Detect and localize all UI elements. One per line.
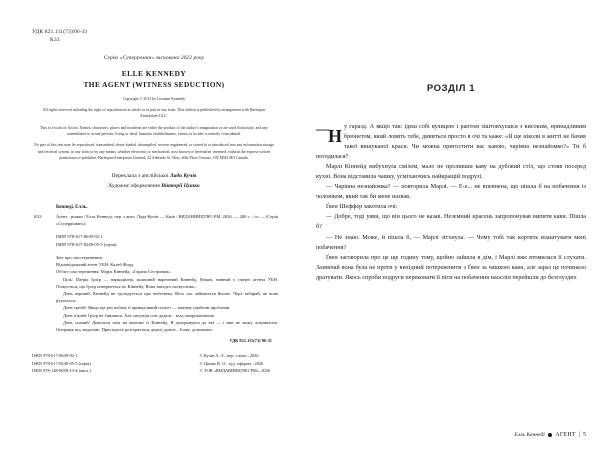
legal-paragraph-reproduction: No part of this text may be reproduced, transmitted, down-loaded, decompiled, reverse engineered, or stored in or introduced into any information storage and retrieval system, in any form or by any means, whether electronic or mechanical, now known or hereinafter invented, without the express written permission of publisher, Harlequin Enterprises Limited, 22 Adelaide St. West, 40th Floor Toronto, ON M5H 4E3 Canada.	[34, 143, 274, 161]
translator-credit	[30, 172, 278, 182]
original-book-title: THE AGENT (WITNESS SEDUCTION)	[83, 79, 225, 89]
footer-isbn-english: ISBN 978-148-8058-13-4 (англ.)	[32, 368, 91, 374]
footer-credit-publisher: © ТОВ «ВИДАВНИЦТВО РМ», 2026	[199, 368, 270, 374]
annotation-block	[30, 254, 278, 333]
footer-separator: |	[578, 432, 580, 438]
biblio-description-row	[30, 214, 278, 228]
annotation-line: Ціль: Патрік Ґрієр — наркодилер, колишній наречений Кіннейд. Втікач, винний у смерті агента УБН. Очікується, що Ґрієр повернеться по Кіннейд. Вона занадто спокуслива...	[56, 276, 278, 289]
paragraph-opening	[316, 122, 586, 162]
designer-credit	[30, 182, 278, 192]
footer-isbn-list	[30, 352, 91, 375]
footer-credit-translator: © Кучів А. Л., пер. з англ., 2026	[199, 353, 259, 359]
udc-code-top	[32, 28, 278, 45]
chapter-heading: РОЗДІЛ 1	[426, 83, 476, 94]
legal-paragraph-fiction: This is a work of fiction. Names, characters, places and incidents are either the product of the author's imagination or are used fictitiously, and any resemblance to actual persons, living or dead, business establishments, events or locales is entirely coincidental.	[40, 125, 268, 137]
footer-author-name: Елль Кеннеді	[514, 432, 545, 438]
biblio-index-code: К33	[34, 214, 42, 220]
biblio-isbn-list	[30, 233, 278, 249]
translator-name: Лада Кучів	[169, 173, 197, 180]
paragraph: Ґвен Шеффер закотила очі:	[326, 203, 398, 211]
original-title-block	[30, 69, 278, 89]
footer-credit-list	[199, 352, 278, 375]
annotation-line: Звіт про спостереження.	[56, 255, 103, 261]
annotation-line: День перший: Кіннейд не здогадується про небезпеку. Весь час займається йогою. Чорт забирай, як вона рухається...	[56, 291, 278, 304]
annotation-line: Об'єкт спостереження: Марлі Кіннейд, «Гаряча Сестричка».	[56, 269, 172, 275]
udc-code-bottom: УДК 821.111(73)'06-31	[229, 338, 272, 344]
paragraph: — Добре, тоді уяви, що він цього не казав. Неземний красень запропонував випити кави. Пішла б?	[316, 213, 586, 231]
biblio-author: Кеннеді, Елль.	[56, 204, 88, 210]
bibliographic-record	[30, 204, 278, 333]
running-footer	[514, 432, 586, 438]
annotation-line: День сьомий: Довелося піти на контакт із Кіннейд. Я доторкнувся до неї — і вже не можу зупинитися. Операція під загрозою. Пристрасть розгоряється дедалі дужче... Боже, допоможи.	[56, 319, 278, 332]
translator-label: Переклала з англійської	[111, 173, 169, 180]
series-note: Серію «Суперроман» засновано 2022 року	[103, 54, 205, 61]
biblio-isbn-series: ISBN 978-617-8248-05-5 (серія).	[56, 242, 118, 248]
imprint-footer	[30, 352, 278, 375]
chapter-body-text	[316, 122, 586, 283]
dropcap-group	[316, 122, 342, 144]
chapter-page	[300, 0, 600, 450]
biblio-description: Агент : роман / Елль Кеннеді; пер. з англ. Лада Кучів. — Київ : ВИДАВНИЦТВО РМ, 2026. — 200 с. : іл. — (Серія «Суперроман»).	[56, 214, 278, 227]
footer-book-title: АГЕНТ	[555, 432, 576, 438]
designer-label: Художнє оформлення	[108, 183, 160, 190]
paragraph-opening-text: у гаразд. А якщо так: ідеш собі вулицею і раптом зіштовхуєшся з високим, принадливим брюнетом, який ловить тебе, дивиться просто в очі та каже: «Я ще ніколи в житті не бачив такої вишуканої краси. Чи можна пригостити вас кавою, чарівна незнайомко?» Ти б погодилася?	[316, 123, 586, 161]
footer-isbn-main: ISBN 978-617-8639-92-1	[32, 353, 78, 359]
em-dash-icon: —	[316, 121, 328, 136]
drop-cap-letter: Н	[328, 126, 343, 146]
legal-paragraph-rights: All rights reserved including the right of reproduction in whole or in part in any form. This edition is published by arrangement with Harlequin Enterprises ULC.	[42, 108, 266, 119]
annotation-line: Відповідальний агент УБН: Калеб Форд.	[56, 262, 135, 268]
paragraph: — Не знаю. Може, й пішла б, — Марлі зітхнула. — Чому тобі так кортить влаштувати мені побачення?	[316, 233, 586, 251]
catalog-code: К33	[50, 37, 60, 44]
paragraph: Ґвен заговорила про це ще годину тому, щойно зайшла в дім, і Марлі вже втомилася її слухати. Зазвичай вона була не проти у вихідний потеревенити з Ґвен за чашкою кави, але зараз це починало дратувати. Якось спроби подруги переконати її піти на побачення наосліп перейшли до безглуздих	[316, 253, 586, 281]
paragraph: Марлі Кіннейд вибухнула сміхом, мало не проливши каву на дубовий стіл, що стояв посеред кухні. Вона відставила чашку, усміхаючись найкращій подрузі.	[316, 163, 586, 181]
paragraph: — Чарівна незнайомка? — повторила Марлі. — Е-е... не впевнена, що пішла б на побачення із чоловіком, який так би мене назвав.	[316, 183, 586, 201]
footer-credit-designer: © Цинко В. О., худ. оформл., 2026	[199, 360, 264, 366]
copyright-notice: Copyright © 2013 by Leeanne Kennedy	[122, 96, 186, 101]
page-number: 5	[583, 432, 586, 438]
bullet-dot-icon	[548, 433, 553, 438]
udc-code-line: УДК 821.111(73)'06-31	[32, 29, 88, 35]
credits-block	[30, 172, 278, 192]
biblio-isbn-main: ISBN 978-617-8639-92-1.	[56, 234, 104, 240]
annotation-line: День п'ятий: Ґрієр не з'являвся. Але ситуація стає дедалі... кхм, напруженішою.	[63, 312, 216, 318]
designer-name: Вікторії Цинко	[161, 183, 200, 190]
original-author-name: ELLE KENNEDY	[121, 68, 187, 78]
footer-isbn-series: ISBN 978-617-8248-05-5 (серія)	[32, 360, 91, 366]
annotation-line: День третій: Якщо ще раз побачу її принадливий силует — матиму серйозні проблеми.	[63, 305, 231, 311]
